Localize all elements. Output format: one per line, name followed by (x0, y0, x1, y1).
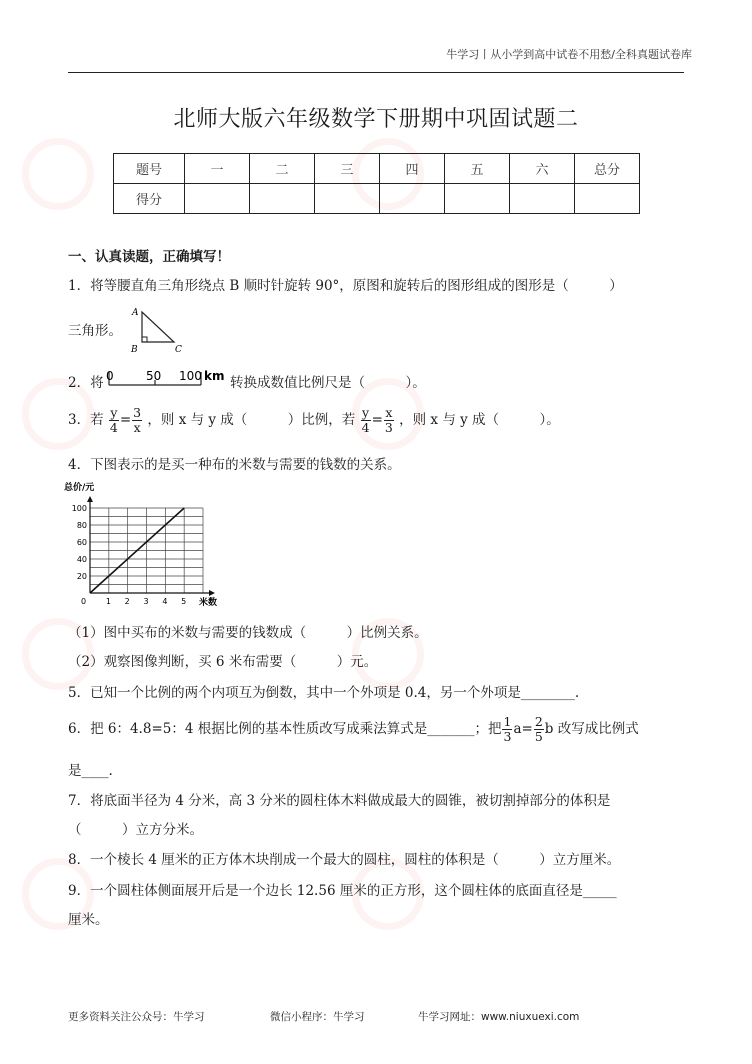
score-input-cell[interactable] (315, 184, 380, 214)
score-input-cell[interactable] (575, 184, 640, 214)
question-4-sub-1: （1）图中买布的米数与需要的钱数成（ ）比例关系。 (68, 625, 428, 641)
score-table (113, 153, 640, 214)
line-scale-figure (104, 366, 228, 388)
fraction (132, 406, 142, 435)
score-table-cell: 得分 (114, 184, 185, 214)
x-axis-label: 米数 (199, 598, 218, 608)
fraction-numerator: 3 (133, 405, 142, 420)
equals-sign: = (119, 412, 132, 428)
watermark-logo (22, 138, 94, 210)
footer-wechat-account: 更多资料关注公众号：牛学习 (68, 1011, 205, 1023)
right-triangle-figure (128, 306, 188, 354)
y-tick-label: 80 (76, 521, 87, 530)
fraction (109, 406, 119, 435)
question-1: 1．将等腰直角三角形绕点 B 顺时针旋转 90°，原图和旋转后的图形组成的图形是（ ） (68, 278, 623, 294)
fraction-denominator: 3 (384, 420, 393, 435)
fraction-denominator: 4 (361, 420, 370, 435)
scale-tick-label: 50 (146, 369, 162, 383)
fraction-denominator: 4 (109, 420, 118, 435)
question-6-part: b 改写成比例式 (544, 721, 639, 737)
vertex-label-b: B (131, 345, 138, 354)
question-3 (68, 406, 560, 435)
score-table-cell: 题号 (114, 154, 185, 184)
fraction-denominator: 5 (534, 729, 543, 744)
question-5: 5．已知一个比例的两个内项互为倒数，其中一个外项是 0.4，另一个外项是________. (68, 685, 580, 701)
fraction-numerator: y (362, 405, 370, 420)
fraction-denominator: x (133, 420, 141, 435)
score-table-cell: 六 (510, 154, 575, 184)
x-tick-label: 1 (105, 597, 111, 606)
fraction-numerator: x (385, 405, 393, 420)
x-tick-label: 3 (143, 597, 149, 606)
score-table-cell: 五 (445, 154, 510, 184)
score-table-cell: 总分 (575, 154, 640, 184)
y-axis-label: 总价/元 (64, 483, 95, 493)
vertex-label-a: A (132, 308, 139, 318)
scale-tick-label: 0 (106, 369, 114, 383)
score-table-cell: 二 (250, 154, 315, 184)
y-tick-label: 100 (71, 504, 87, 513)
x-tick-label: 2 (124, 597, 130, 606)
question-6-cont: 是____. (68, 763, 113, 779)
vertex-label-c: C (175, 345, 182, 354)
footer-mini-program: 微信小程序：牛学习 (270, 1011, 365, 1023)
fraction (502, 715, 512, 744)
x-tick-label: 0 (81, 597, 87, 606)
question-6-part: 6．把 6：4.8=5：4 根据比例的基本性质改写成乘法算式是_______；把 (68, 721, 502, 737)
page-title: 北师大版六年级数学下册期中巩固试题二 (173, 107, 579, 132)
score-input-cell[interactable] (510, 184, 575, 214)
question-2-prefix: 2．将 (68, 375, 104, 391)
fraction-numerator: 1 (503, 714, 512, 729)
header-divider (68, 72, 684, 73)
fraction-numerator: y (110, 405, 118, 420)
x-tick-label: 5 (181, 597, 187, 606)
y-tick-label: 60 (76, 538, 87, 547)
question-1-cont: 三角形。 (68, 323, 122, 339)
fraction (361, 406, 371, 435)
score-input-cell[interactable] (250, 184, 315, 214)
score-input-cell[interactable] (380, 184, 445, 214)
question-7: 7．将底面半径为 4 分米，高 3 分米的圆柱体木料做成最大的圆锥，被切割掉部分的体积是 (68, 793, 611, 809)
y-tick-label: 20 (76, 572, 87, 581)
x-axis-arrow (209, 590, 215, 596)
fraction-denominator: 3 (503, 729, 512, 744)
question-3-part: ，则 x 与 y 成（ ）。 (399, 412, 560, 428)
score-table-cell: 三 (315, 154, 380, 184)
question-3-part: 3．若 (68, 412, 104, 428)
fraction-numerator: 2 (534, 714, 543, 729)
x-tick-label: 4 (162, 597, 168, 606)
y-axis-arrow (87, 496, 93, 502)
score-table-cell: 一 (185, 154, 250, 184)
scale-tick-label: 100 (179, 369, 202, 383)
score-table-header-row (114, 154, 640, 184)
fraction (534, 715, 544, 744)
question-6-part: a= (513, 721, 533, 737)
equals-sign: = (371, 412, 383, 428)
question-9-cont: 厘米。 (68, 912, 109, 928)
header-tagline: 牛学习丨从小学到高中试卷不用愁/全科真题试卷库 (446, 48, 692, 61)
question-6 (68, 715, 639, 744)
question-8: 8．一个棱长 4 厘米的正方体木块削成一个最大的圆柱，圆柱的体积是（ ）立方厘米。 (68, 852, 621, 868)
question-4-sub-2: （2）观察图像判断，买 6 米布需要（ ）元。 (68, 654, 378, 670)
question-4: 4．下图表示的是买一种布的米数与需要的钱数的关系。 (68, 457, 401, 473)
score-table-cell: 四 (380, 154, 445, 184)
score-input-cell[interactable] (185, 184, 250, 214)
question-2-suffix: 转换成数值比例尺是（ ）。 (230, 375, 426, 391)
price-quantity-chart (62, 480, 230, 610)
section-heading: 一、认真读题，正确填写！ (68, 249, 230, 265)
question-7-cont: （ ）立方分米。 (68, 822, 203, 838)
scale-unit-label: km (204, 369, 225, 383)
score-input-cell[interactable] (445, 184, 510, 214)
question-9: 9．一个圆柱体侧面展开后是一个边长 12.56 厘米的正方形，这个圆柱体的底面直径是_____ (68, 883, 617, 899)
footer-website-link[interactable]: 牛学习网址：www.niuxuexi.com (418, 1011, 580, 1023)
fraction (384, 406, 394, 435)
question-3-part: ，则 x 与 y 成（ ）比例，若 (147, 412, 356, 428)
score-table-score-row (114, 184, 640, 214)
y-tick-label: 40 (76, 555, 87, 564)
